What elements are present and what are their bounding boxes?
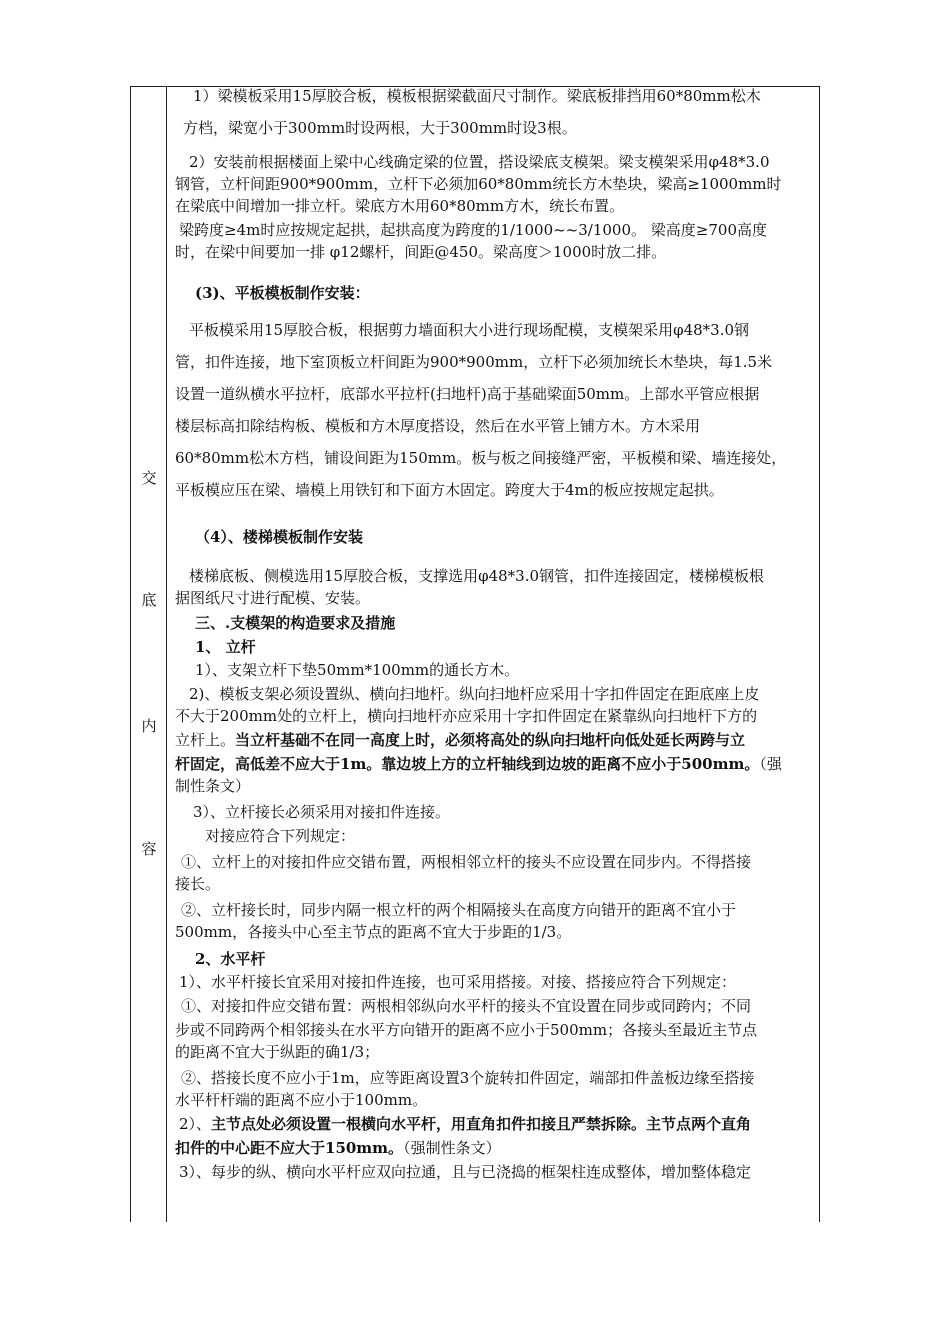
- body-line: [175, 921, 571, 945]
- body-line: [175, 241, 666, 265]
- line-text: 对接应符合下列规定：: [205, 827, 356, 845]
- line-text: ②、立杆接长时，同步内隔一根立杆的两个相隔接头在高度方向错开的距离不宜小于: [181, 901, 737, 919]
- line-text: 方档，梁宽小于300mm时设两根，大于300mm时设3根。: [183, 119, 577, 137]
- line-text: 制性条文）: [175, 777, 251, 795]
- section-label-char-2: 底: [141, 591, 157, 609]
- line-text: 2）、: [179, 1115, 212, 1133]
- body-line: [193, 801, 450, 825]
- line-text: 的距离不宜大于纵距的确1/3；: [175, 1043, 380, 1061]
- line-tail-text: （强: [759, 755, 782, 773]
- section-label-char-1: 交: [141, 469, 157, 487]
- line-tail-text: （强制性条文）: [403, 1139, 501, 1157]
- line-text: 60*80mm松木方档，铺设间距为150mm。板与板之间接缝严密，平板模和梁、墙连接处，: [175, 449, 787, 467]
- mandatory-clause-text: 当立杆基础不在同一高度上时，必须将高处的纵向扫地杆向低处延长两跨与立: [235, 731, 746, 749]
- body-line: [175, 447, 786, 471]
- body-line: [179, 219, 767, 243]
- line-text: 钢管，立杆间距900*900mm，立杆下必须加60*80mm统长方木垫块，梁高≥1000mm时: [175, 175, 782, 193]
- content-table: [130, 86, 820, 1222]
- line-text: 立杆上。: [175, 731, 236, 749]
- mandatory-clause-text: 杆固定，高低差不应大于1m。靠边坡上方的立杆轴线到边坡的距离不应小于500mm。: [175, 755, 760, 773]
- body-line: [193, 85, 761, 109]
- mandatory-clause-text: 主节点处必须设置一根横向水平杆，用直角扣件扣接且严禁拆除。主节点两个直角: [211, 1115, 752, 1133]
- line-text: ①、对接扣件应交错布置：两根相邻纵向水平杆的接头不宜设置在同步或同跨内；不同: [181, 997, 752, 1015]
- line-text: 在梁底中间增加一排立杆。梁底方木用60*80mm方木，统长布置。: [175, 197, 625, 215]
- body-line: [189, 683, 759, 707]
- line-text: 500mm，各接头中心至主节点的距离不宜大于步距的1/3。: [175, 923, 572, 941]
- body-line: [175, 729, 745, 753]
- line-text: （4）、楼梯模板制作安装: [195, 528, 363, 546]
- body-line: [175, 479, 724, 503]
- line-text: 梁跨度≥4m时应按规定起拱，起拱高度为跨度的1/1000~~3/1000。 梁高度≥700高度: [179, 221, 767, 239]
- body-line: [179, 1161, 751, 1185]
- body-line: [175, 775, 250, 799]
- line-text: (3)、平板模板制作安装：: [195, 284, 370, 302]
- mandatory-clause-text: 扣件的中心距不应大于150mm。: [175, 1139, 404, 1157]
- body-line: [181, 899, 736, 923]
- body-line: [183, 117, 577, 141]
- section-heading: [195, 947, 265, 971]
- body-line: [175, 753, 782, 777]
- line-text: 三、.支模架的构造要求及措施: [195, 614, 396, 632]
- body-line: [175, 587, 370, 611]
- body-line: [175, 1041, 379, 1065]
- line-text: 1）、水平杆接长宜采用对接扣件连接，也可采用搭接。对接、搭接应符合下列规定：: [179, 973, 737, 991]
- body-line: [181, 1067, 754, 1091]
- body-line: [195, 659, 519, 683]
- section-heading: [195, 635, 256, 659]
- line-text: 3）、立杆接长必须采用对接扣件连接。: [193, 803, 451, 821]
- section-label-char-4: 容: [141, 840, 157, 858]
- body-line: [175, 351, 772, 375]
- line-text: 时，在梁中间要加一排 φ12螺杆，间距@450。梁高度＞1000时放二排。: [175, 243, 667, 261]
- body-line: [205, 825, 355, 849]
- line-text: 2)、模板支架必须设置纵、横向扫地杆。纵向扫地杆应采用十字扣件固定在距底座上皮: [189, 685, 760, 703]
- line-text: 管，扣件连接，地下室顶板立杆间距为900*900mm，立杆下必须加统长木垫块，每1.5米: [175, 353, 773, 371]
- section-label-column: [131, 87, 167, 1222]
- line-text: 楼层标高扣除结构板、模板和方木厚度搭设，然后在水平管上铺方木。方木采用: [175, 417, 701, 435]
- body-line: [189, 565, 764, 589]
- line-text: 设置一道纵横水平拉杆，底部水平拉杆(扫地杆)高于基础梁面50mm。上部水平管应根据: [175, 385, 760, 403]
- line-text: 水平杆杆端的距离不应小于100mm。: [175, 1091, 428, 1109]
- body-line: [175, 1089, 427, 1113]
- body-line: [181, 851, 751, 875]
- line-text: 平板模采用15厚胶合板，根据剪力墙面积大小进行现场配模，支模架采用φ48*3.0钢: [189, 321, 750, 339]
- line-text: 1）、支架立杆下垫50mm*100mm的通长方木。: [195, 661, 520, 679]
- body-line: [175, 173, 782, 197]
- body-line: [175, 873, 220, 897]
- line-text: 2）安装前根据楼面上梁中心线确定梁的位置，搭设梁底支模架。梁支模架采用φ48*3.0: [189, 153, 770, 171]
- body-line: [175, 195, 624, 219]
- body-line: [179, 971, 736, 995]
- line-text: 不大于200mm处的立杆上，横向扫地杆亦应采用十字扣件固定在紧靠纵向扫地杆下方的: [175, 707, 758, 725]
- body-line: [175, 1137, 501, 1161]
- line-text: 3）、每步的纵、横向水平杆应双向拉通，且与已浇捣的框架柱连成整体，增加整体稳定: [179, 1163, 752, 1181]
- body-line: [189, 151, 770, 175]
- line-text: 1、 立杆: [195, 638, 256, 656]
- body-line: [179, 1113, 751, 1137]
- body-line: [175, 1019, 757, 1043]
- section-heading: [195, 525, 363, 549]
- body-line: [181, 995, 751, 1019]
- body-line: [189, 319, 749, 343]
- line-text: 1）梁模板采用15厚胶合板，模板根据梁截面尺寸制作。梁底板排挡用60*80mm松木: [193, 87, 761, 105]
- line-text: 2、水平杆: [195, 950, 266, 968]
- body-line: [175, 415, 700, 439]
- line-text: 据图纸尺寸进行配模、安装。: [175, 589, 371, 607]
- line-text: 楼梯底板、侧模选用15厚胶合板，支撑选用φ48*3.0钢管，扣件连接固定，楼梯模板根: [189, 567, 765, 585]
- body-line: [175, 383, 759, 407]
- line-text: ①、立杆上的对接扣件应交错布置，两根相邻立杆的接头不应设置在同步内。不得搭接: [181, 853, 752, 871]
- line-text: ②、搭接长度不应小于1m，应等距离设置3个旋转扣件固定，端部扣件盖板边缘至搭接: [181, 1069, 755, 1087]
- section-label-char-3: 内: [141, 717, 157, 735]
- section-heading: [195, 281, 370, 305]
- line-text: 接长。: [175, 875, 221, 893]
- line-text: 步或不同跨两个相邻接头在水平方向错开的距离不应小于500mm；各接头至最近主节点: [175, 1021, 758, 1039]
- section-heading: [195, 611, 395, 635]
- line-text: 平板模应压在梁、墙模上用铁钉和下面方木固定。跨度大于4m的板应按规定起拱。: [175, 481, 724, 499]
- body-line: [175, 705, 757, 729]
